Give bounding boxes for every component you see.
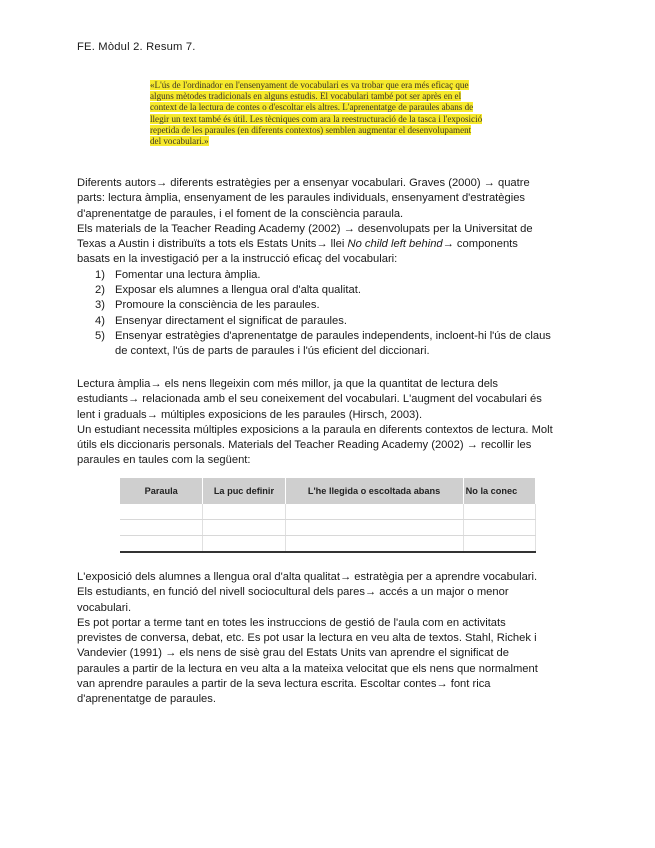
text-line: d'aprenentatge de paraules.: [77, 693, 216, 706]
paragraph-reading: [77, 377, 582, 469]
list-number: 2): [95, 284, 105, 297]
list-item: [77, 329, 582, 360]
table-header: L'he llegida o escoltada abans: [285, 478, 463, 504]
text-line: paraules en taules com la següent:: [77, 454, 251, 467]
text-line: Diferents autors→ diferents estratègies per a ensenyar vocabulari. Graves (2000) → quatre: [77, 177, 530, 189]
highlighted-quote: [150, 80, 510, 147]
table-cell: [120, 536, 203, 553]
table-cell: [463, 504, 535, 520]
table-row: [120, 520, 536, 536]
list-text: Fomentar una lectura àmplia.: [115, 268, 261, 281]
table-header: Paraula: [120, 478, 203, 504]
list-number: 5): [95, 329, 105, 342]
text-line: Es pot portar a terme tant en totes les instruccions de gestió de l'aula com en activitats: [77, 616, 506, 629]
text-fragment: → components: [442, 238, 518, 251]
text-line: L'exposició dels alumnes a llengua oral d'alta qualitat→ estratègia per a aprendre vocabulari.: [77, 571, 538, 583]
table-cell: [203, 536, 285, 553]
text-line: útils els diccionaris personals. Materials del Teacher Reading Academy (2002) → recollir les: [77, 439, 532, 452]
paragraph-oral-language: [77, 570, 582, 708]
text-line: parts: lectura àmplia, ensenyament de les paraules individuals, ensenyament d'estratègies: [77, 192, 526, 205]
list-number: 1): [95, 268, 105, 281]
quote-line: repetida de les paraules (en diferents contextos) semblen augmentar el desenvolupament: [150, 124, 472, 135]
vocabulary-table: [120, 478, 536, 553]
text-line: Els materials de la Teacher Reading Academy (2002) → desenvolupats per la Universitat de: [77, 222, 533, 235]
text-line: d'aprenentatge de paraules, i el foment de la consciència paraula.: [77, 207, 404, 220]
text-line: Vandevier (1991) → els nens de sisè grau del Estats Units van aprendre el significat de: [77, 647, 509, 660]
text-line: Els estudiants, en funció del nivell sociocultural dels pares→ accés a un major o menor: [77, 586, 509, 599]
table-cell: [463, 536, 535, 553]
list-text: Ensenyar directament el significat de paraules.: [115, 314, 347, 327]
table-cell: [203, 504, 285, 520]
text-fragment: Texas a Austin i distribuïts a tots els Estats Units→ llei: [77, 238, 348, 251]
text-line: paraules a partir de la lectura en veu alta a la mateixa velocitat que els nens que normalment: [77, 662, 538, 675]
components-list: [77, 268, 582, 360]
list-item: [77, 314, 582, 329]
text-line: van aprendre paraules a partir de la seva lectura escrita. Escoltar contes→ font rica: [77, 678, 491, 691]
list-number: 3): [95, 299, 105, 312]
text-line: [77, 237, 582, 252]
list-text: Ensenyar estratègies d'aprenentatge de paraules independents, incloent-hi l'ús de claus: [115, 329, 551, 342]
list-text: Promoure la consciència de les paraules.: [115, 299, 320, 312]
text-line: lent i graduals→ múltiples exposicions de les paraules (Hirsch, 2003).: [77, 408, 423, 421]
quote-line: context de la lectura de contes o d'escoltar els altres. L'aprenentatge de paraules abans de: [150, 102, 474, 113]
text-line: previstes de conversa, debat, etc. Es pot usar la lectura en veu alta de textos. Stahl, Richek i: [77, 632, 537, 645]
list-text: Exposar els alumnes a llengua oral d'alta qualitat.: [115, 284, 361, 297]
table-cell: [285, 536, 463, 553]
quote-line: llegir un text també és útil. Les tècniques com ara la reestructuració de la tasca i l'exposició: [150, 113, 483, 124]
list-item: [77, 268, 582, 283]
law-name: No child left behind: [347, 238, 443, 251]
list-text: de context, l'ús de parts de paraules i l'ús eficient del diccionari.: [115, 345, 430, 358]
text-line: vocabulari.: [77, 601, 132, 614]
table-cell: [203, 520, 285, 536]
table-header: No la conec: [463, 478, 535, 504]
page-header: FE. Mòdul 2. Resum 7.: [77, 41, 196, 53]
table-row: [120, 504, 536, 520]
table-cell: [285, 520, 463, 536]
table-row: [120, 536, 536, 553]
table-cell: [120, 504, 203, 520]
text-line: Lectura àmplia→ els nens llegeixin com més millor, ja que la quantitat de lectura dels: [77, 378, 498, 390]
table-cell: [463, 520, 535, 536]
quote-line: del vocabulari.»: [150, 136, 209, 147]
list-number: 4): [95, 314, 105, 327]
quote-line: «L'ús de l'ordinador en l'ensenyament de vocabulari es va trobar que era més eficaç que: [150, 80, 469, 90]
table-header: La puc definir: [203, 478, 285, 504]
table-cell: [120, 520, 203, 536]
list-item: [77, 298, 582, 313]
quote-line: alguns mètodes tradicionals en alguns estudis. El vocabulari també pot ser après en el: [150, 91, 462, 102]
text-line: basats en la investigació per a la instrucció eficaç del vocabulari:: [77, 253, 398, 266]
list-item: [77, 283, 582, 298]
table-cell: [285, 504, 463, 520]
text-line: Un estudiant necessita múltiples exposicions a la paraula en diferents contextos de lectura. Molt: [77, 423, 553, 436]
paragraph-strategies: [77, 176, 582, 360]
text-line: estudiants→ relacionada amb el seu coneixement del vocabulari. L'augment del vocabulari és: [77, 393, 542, 406]
